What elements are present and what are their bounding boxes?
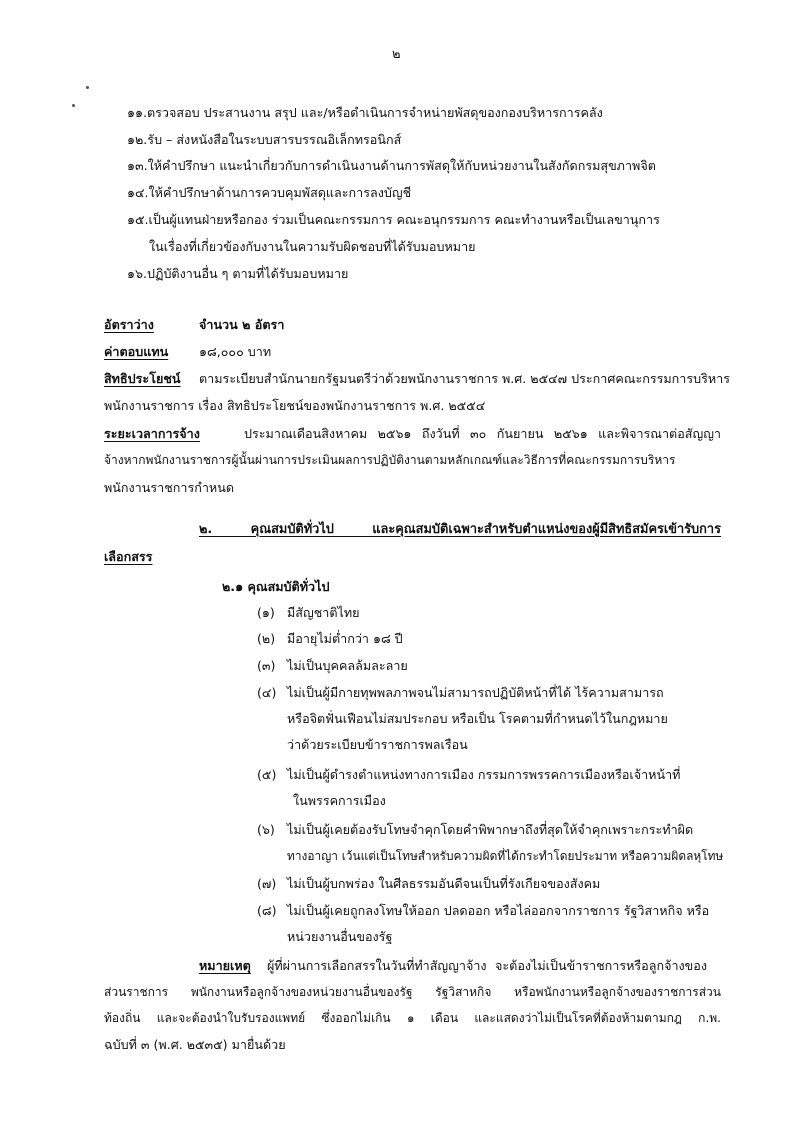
duty-item: ๑๔.ให้คำปรึกษาด้านการควบคุมพัสดุและการลงบัญชี — [127, 185, 412, 200]
item-text: หรือจิตฟั่นเฟือนไม่สมประกอบ หรือเป็น โรคตามที่กำหนดไว้ในกฎหมาย — [287, 711, 668, 726]
item-number: (๕) — [257, 767, 277, 782]
salary-label: ค่าตอบแทน — [104, 344, 169, 359]
item-text: ในพรรคการเมือง — [293, 793, 386, 808]
salary-value: ๑๘,๐๐๐ บาท — [199, 344, 272, 359]
item-number: (๘) — [257, 903, 277, 918]
item-text: มีอายุไม่ต่ำกว่า ๑๘ ปี — [287, 631, 403, 646]
duty-item: ๑๖.ปฏิบัติงานอื่น ๆ ตามที่ได้รับมอบหมาย — [127, 266, 349, 281]
item-text: ไม่เป็นผู้เคยต้องรับโทษจำคุกโดยคำพิพากษาถึงที่สุดให้จำคุกเพราะกระทำผิด — [287, 822, 694, 837]
item-number: (๗) — [257, 876, 277, 891]
item-text: หน่วยงานอื่นของรัฐ — [287, 929, 393, 944]
sub-heading: ๒.๑ คุณสมบัติทั่วไป — [222, 579, 330, 594]
period-row — [104, 426, 200, 442]
note-label: หมายเหตุ — [199, 958, 251, 973]
item-text: ไม่เป็นผู้เคยถูกลงโทษให้ออก ปลดออก หรือไล่ออกจากราชการ รัฐวิสาหกิจ หรือ — [287, 903, 710, 918]
item-number: (๑) — [257, 605, 275, 620]
section-heading-continuation: เลือกสรร — [104, 549, 153, 564]
item-text: ไม่เป็นผู้บกพร่อง ในศีลธรรมอันดีจนเป็นที่รังเกียจของสังคม — [287, 876, 601, 891]
period-text: ประมาณเดือนสิงหาคม ๒๕๖๑ ถึงวันที่ ๓๐ กันยายน ๒๕๖๑ และพิจารณาต่อสัญญา — [244, 426, 721, 441]
duty-item: ๑๕.เป็นผู้แทนฝ่ายหรือกอง ร่วมเป็นคณะกรรมการ คณะอนุกรรมการ คณะทำงานหรือเป็นเลขานุการ — [127, 212, 660, 227]
duty-item: ๑๑.ตรวจสอบ ประสานงาน สรุป และ/หรือดำเนินการจำหน่ายพัสดุของกองบริหารการคลัง — [127, 105, 603, 120]
note-text: ท้องถิ่น และจะต้องนำใบรับรองแพทย์ ซึ่งออกไม่เกิน ๑ เดือน และแสดงว่าไม่เป็นโรคที่ต้องห้ามตามกฎ ก.พ. — [104, 1011, 721, 1025]
scan-dot — [72, 104, 75, 107]
note-text: ผู้ที่ผ่านการเลือกสรรในวันที่ทำสัญญาจ้าง จะต้องไม่เป็นข้าราชการหรือลูกจ้างของ — [267, 958, 707, 973]
duty-item: ๑๓.ให้คำปรึกษา แนะนำเกี่ยวกับการดำเนินงานด้านการพัสดุให้กับหน่วยงานในสังกัดกรมสุขภาพจิต — [127, 158, 656, 173]
item-text: ว่าด้วยระเบียบข้าราชการพลเรือน — [287, 737, 468, 752]
benefits-text: ตามระเบียบสำนักนายกรัฐมนตรีว่าด้วยพนักงานราชการ พ.ศ. ๒๕๔๗ ประกาศคณะกรรมการบริหาร — [199, 371, 731, 386]
section-heading: ๒. คุณสมบัติทั่วไป และคุณสมบัติเฉพาะสำหรับตำแหน่งของผู้มีสิทธิสมัครเข้ารับการ — [199, 522, 721, 537]
duty-item-continuation: ในเรื่องที่เกี่ยวข้องกับงานในความรับผิดชอบที่ได้รับมอบหมาย — [149, 239, 476, 254]
scan-dot — [86, 86, 89, 89]
vacancy-label: อัตราว่าง — [104, 317, 154, 332]
note-text: ฉบับที่ ๓ (พ.ศ. ๒๕๓๕) มายื่นด้วย — [104, 1037, 286, 1052]
item-number: (๔) — [257, 685, 277, 700]
item-number: (๒) — [257, 631, 276, 646]
note-text: ส่วนราชการ พนักงานหรือลูกจ้างของหน่วยงานอื่นของรัฐ รัฐวิสาหกิจ หรือพนักงานหรือลูกจ้างของราชการส่วน — [104, 985, 721, 999]
page-number: ๒ — [392, 47, 401, 62]
item-text: ทางอาญา เว้นแต่เป็นโทษสำหรับความผิดที่ได้กระทำโดยประมาท หรือความผิดลหุโทษ — [287, 849, 724, 863]
benefits-text: พนักงานราชการ เรื่อง สิทธิประโยชน์ของพนักงานราชการ พ.ศ. ๒๕๕๔ — [104, 398, 486, 413]
item-number: (๓) — [257, 658, 276, 673]
item-text: ไม่เป็นบุคคลล้มละลาย — [287, 658, 408, 673]
item-text: มีสัญชาติไทย — [287, 605, 360, 620]
vacancy-value: จำนวน ๒ อัตรา — [199, 317, 285, 332]
period-label: ระยะเวลาการจ้าง — [104, 426, 200, 441]
item-text: ไม่เป็นผู้ดำรงตำแหน่งทางการเมือง กรรมการพรรคการเมืองหรือเจ้าหน้าที่ — [287, 767, 681, 782]
note-row — [199, 958, 251, 974]
salary-row — [104, 344, 168, 360]
vacancy-row — [104, 317, 154, 333]
period-text: จ้างหากพนักงานราชการผู้นั้นผ่านการประเมินผลการปฏิบัติงานตามหลักเกณฑ์และวิธีการที่คณะกรรมการบริหาร — [104, 453, 676, 467]
item-text: ไม่เป็นผู้มีกายทุพพลภาพจนไม่สามารถปฏิบัติหน้าที่ได้ ไร้ความสามารถ — [287, 685, 664, 700]
period-text: พนักงานราชการกำหนด — [104, 480, 234, 495]
item-number: (๖) — [257, 822, 275, 837]
duty-item: ๑๒.รับ – ส่งหนังสือในระบบสารบรรณอิเล็กทรอนิกส์ — [127, 132, 402, 147]
benefits-label: สิทธิประโยชน์ — [104, 371, 181, 386]
benefits-row — [104, 371, 181, 387]
